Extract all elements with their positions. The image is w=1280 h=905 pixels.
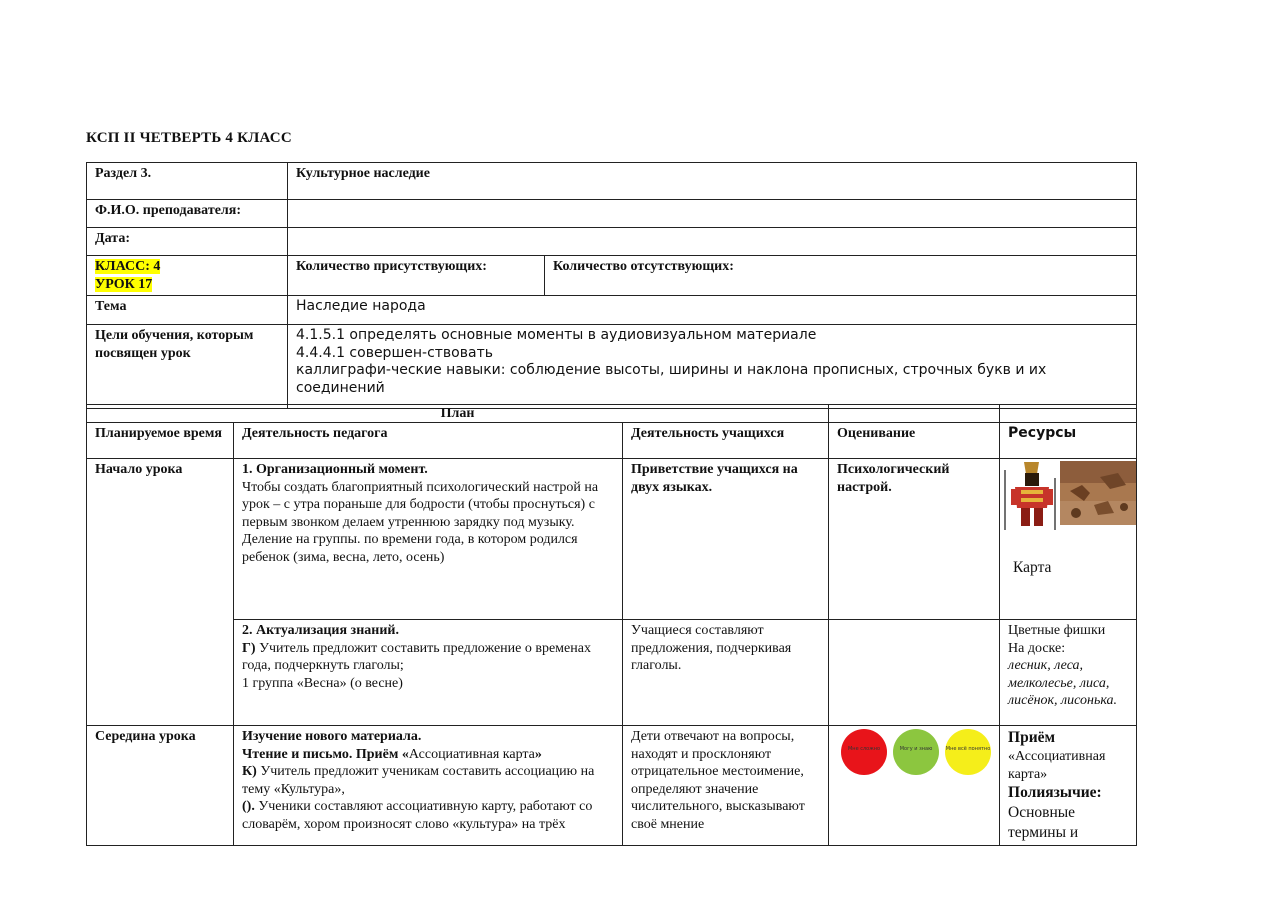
activity-text: Чтобы создать благоприятный психологический настрой на урок – с утра пораньше для бодрости (чтобы проснуться) с первым звонком делаем утреннюю зарядку под музыку. bbox=[242, 479, 599, 530]
teacher-activity-2 bbox=[234, 620, 623, 726]
teacher-value bbox=[288, 200, 1137, 228]
section-label: Раздел 3. bbox=[87, 163, 288, 200]
topic-value: Наследие народа bbox=[288, 296, 1137, 325]
present-label: Количество присутствующих: bbox=[288, 256, 545, 296]
smiley-caption: Мне сложно bbox=[847, 746, 881, 752]
lesson-label: УРОК 17 bbox=[95, 276, 153, 292]
col-header-time: Планируемое время bbox=[87, 423, 234, 459]
time-middle: Середина урока bbox=[87, 726, 234, 846]
student-activity-3: Дети отвечают на вопросы, находят и просклоняют отрицательное местоимение, определяют значение числительного, высказывают своё мнение bbox=[623, 726, 829, 846]
warrior-figure-image bbox=[1003, 460, 1061, 530]
activity-title: Изучение нового материала. bbox=[242, 729, 422, 744]
assessment-1: Психологический настрой. bbox=[829, 459, 1000, 620]
activity-text: Ученики составляют ассоциативную карту, работают со словарём, хором произносят слово «культура» на трёх bbox=[242, 799, 593, 832]
class-lesson-cell bbox=[87, 256, 288, 296]
col-header-resources: Ресурсы bbox=[1000, 423, 1137, 459]
teacher-activity-1 bbox=[234, 459, 623, 620]
goal-item: 4.4.4.1 совершен-ствовать bbox=[296, 344, 493, 361]
activity-title: 2. Актуализация знаний. bbox=[242, 623, 399, 638]
activity-text: Учитель предложит ученикам составить ассоциацию на тему «Культура», bbox=[242, 764, 595, 797]
section-value: Культурное наследие bbox=[288, 163, 1137, 200]
resource-line: Приём bbox=[1008, 729, 1056, 746]
resource-line: Основные термины и bbox=[1008, 804, 1079, 841]
goals-label: Цели обучения, которым посвящен урок bbox=[87, 325, 288, 409]
goal-item: 4.1.5.1 определять основные моменты в аудиовизуальном материале bbox=[296, 327, 817, 343]
col-header-teacher: Деятельность педагога bbox=[234, 423, 623, 459]
activity-text: Учитель предложит составить предложение о временах года, подчеркнуть глаголы; bbox=[242, 640, 591, 673]
activity-text-line bbox=[242, 798, 614, 833]
resource-line: Цветные фишки bbox=[1008, 623, 1106, 638]
activity-subtitle-close: » bbox=[534, 746, 542, 762]
goal-item: каллиграфи-ческие навыки: соблюдение высоты, ширины и наклона прописных, строчных букв и их соединений bbox=[296, 362, 1047, 396]
plan-blank-cell bbox=[1000, 405, 1137, 423]
resources-3 bbox=[1000, 726, 1137, 846]
resource-words: лесник, леса, мелколесье, лиса, лисёнок, лисонька. bbox=[1008, 658, 1118, 708]
smiley-group bbox=[841, 729, 991, 781]
activity-title: 1. Организационный момент. bbox=[242, 462, 428, 477]
plan-title: План bbox=[87, 405, 829, 423]
topic-label: Тема bbox=[87, 296, 288, 325]
activity-text: Деление на группы. по времени года, в котором родился ребенок (зима, весна, лето, осень) bbox=[242, 532, 578, 565]
resource-images bbox=[1008, 461, 1128, 535]
col-header-assessment: Оценивание bbox=[829, 423, 1000, 459]
resource-map-label: Карта bbox=[1013, 559, 1052, 576]
activity-subtitle bbox=[242, 746, 614, 764]
activity-text-line bbox=[242, 640, 614, 675]
resources-1 bbox=[1000, 459, 1137, 620]
absent-label: Количество отсутствующих: bbox=[545, 256, 1137, 296]
assessment-2 bbox=[829, 620, 1000, 726]
activity-prefix: К) bbox=[242, 764, 257, 779]
activity-subtitle-normal: Ассоциативная карта bbox=[408, 746, 535, 762]
teacher-label: Ф.И.О. преподавателя: bbox=[87, 200, 288, 228]
class-label: КЛАСС: 4 bbox=[95, 259, 161, 274]
date-value bbox=[288, 228, 1137, 256]
red-smiley-icon bbox=[841, 729, 887, 775]
plan-blank-cell bbox=[829, 405, 1000, 423]
activity-subtitle-bold: Чтение и письмо. Приём « bbox=[242, 746, 409, 762]
resources-2 bbox=[1000, 620, 1137, 726]
resource-line: «Ассоциативная карта» bbox=[1008, 749, 1106, 782]
yellow-smiley-icon bbox=[945, 729, 991, 775]
assessment-3 bbox=[829, 726, 1000, 846]
lesson-header-table bbox=[86, 162, 1137, 409]
col-header-students: Деятельность учащихся bbox=[623, 423, 829, 459]
activity-prefix: (). bbox=[242, 799, 255, 814]
activity-prefix: Г) bbox=[242, 640, 256, 656]
goals-cell bbox=[288, 325, 1137, 409]
student-activity-1: Приветствие учащихся на двух языках. bbox=[623, 459, 829, 620]
activity-text: 1 группа «Весна» (о весне) bbox=[242, 675, 403, 691]
petroglyph-image bbox=[1060, 461, 1136, 525]
date-label: Дата: bbox=[87, 228, 288, 256]
smiley-caption: Мне всё понятно bbox=[945, 746, 991, 752]
document-title: КСП II ЧЕТВЕРТЬ 4 КЛАСС bbox=[86, 130, 292, 146]
time-start: Начало урока bbox=[87, 459, 234, 726]
green-smiley-icon bbox=[893, 729, 939, 775]
activity-text-line bbox=[242, 763, 614, 798]
teacher-activity-3 bbox=[234, 726, 623, 846]
resource-line: На доске: bbox=[1008, 640, 1066, 656]
smiley-caption: Могу и знаю bbox=[899, 746, 933, 752]
resource-line: Полиязычие: bbox=[1008, 784, 1102, 801]
student-activity-2: Учащиеся составляют предложения, подчеркивая глаголы. bbox=[623, 620, 829, 726]
plan-table bbox=[86, 404, 1137, 846]
